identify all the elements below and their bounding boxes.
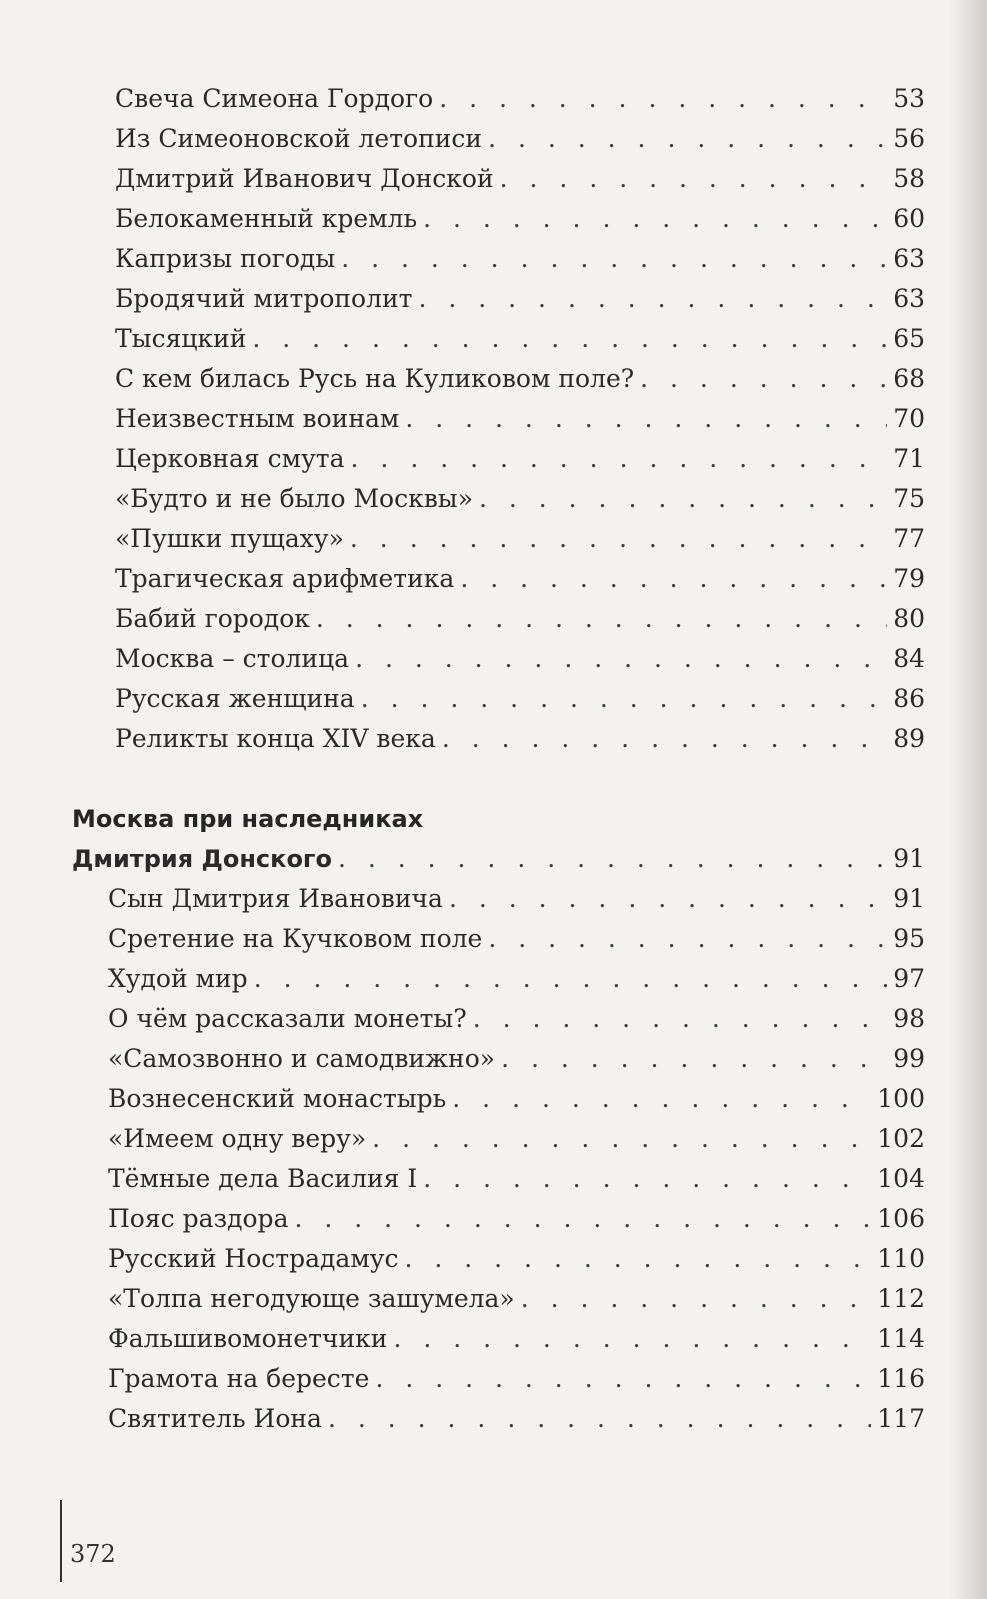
- toc-entry-title: Вознесенский монастырь: [108, 1084, 447, 1113]
- leader-dots: [418, 282, 887, 316]
- leader-dots: [501, 1042, 887, 1076]
- toc-entry[interactable]: [115, 522, 925, 556]
- toc-entry-title: Худой мир: [108, 964, 248, 993]
- toc-entry-page: 106: [877, 1204, 925, 1233]
- leader-dots: [500, 162, 888, 196]
- toc-entry-title: Белокаменный кремль: [115, 204, 418, 233]
- leader-dots: [423, 1162, 871, 1196]
- toc-entry[interactable]: [108, 1122, 925, 1156]
- toc-entry-title: Из Симеоновской летописи: [115, 124, 483, 153]
- leader-dots: [404, 1242, 871, 1276]
- toc-entry-title: Бабий городок: [115, 604, 310, 633]
- toc-entry[interactable]: [108, 962, 925, 996]
- toc-entry-title: Тысяцкий: [115, 324, 247, 353]
- toc-entry[interactable]: [108, 1242, 925, 1276]
- toc-entry[interactable]: [115, 242, 925, 276]
- toc-section-entry[interactable]: [72, 842, 925, 876]
- toc-entry-title: Сын Дмитрия Ивановича: [108, 884, 443, 913]
- leader-dots: [328, 1402, 871, 1436]
- toc-entry-page: 91: [893, 844, 925, 873]
- toc-entry-page: 68: [893, 364, 925, 393]
- toc-entry[interactable]: [108, 1202, 925, 1236]
- toc-entry-page: 84: [893, 644, 925, 673]
- toc-entry-title: Капризы погоды: [115, 244, 336, 273]
- leader-dots: [521, 1282, 872, 1316]
- toc-entry[interactable]: [108, 1282, 925, 1316]
- toc-entry-page: 117: [877, 1404, 925, 1433]
- toc-entry-title: Трагическая арифметика: [115, 564, 455, 593]
- leader-dots: [488, 922, 887, 956]
- toc-entry-title: «Толпа негодующе зашумела»: [108, 1284, 515, 1313]
- section-heading-line2: Дмитрия Донского: [72, 845, 332, 873]
- toc-entry-title: «Имеем одну веру»: [108, 1124, 367, 1153]
- toc-entry[interactable]: [108, 1322, 925, 1356]
- toc-entry[interactable]: [115, 722, 925, 756]
- toc-entry[interactable]: [115, 322, 925, 356]
- toc-entry-page: 70: [893, 404, 925, 433]
- leader-dots: [393, 1322, 871, 1356]
- leader-dots: [316, 602, 887, 636]
- toc-entry[interactable]: [115, 82, 925, 116]
- leader-dots: [355, 642, 887, 676]
- toc-entry-page: 77: [893, 524, 925, 553]
- toc-entry-page: 102: [877, 1124, 925, 1153]
- leader-dots: [479, 482, 887, 516]
- toc-entry[interactable]: [115, 122, 925, 156]
- toc-entry[interactable]: [115, 362, 925, 396]
- toc-entry-title: Дмитрий Иванович Донской: [115, 164, 494, 193]
- toc-entry-page: 75: [893, 484, 925, 513]
- toc-entry-page: 97: [893, 964, 925, 993]
- page-edge-shadow: [949, 0, 987, 1599]
- toc-entry[interactable]: [108, 1402, 925, 1436]
- toc-entry-page: 56: [893, 124, 925, 153]
- toc-entry-page: 91: [893, 884, 925, 913]
- leader-dots: [341, 242, 887, 276]
- toc-entry-title: Святитель Иона: [108, 1404, 322, 1433]
- leader-dots: [423, 202, 887, 236]
- toc-entry-title: Пояс раздора: [108, 1204, 289, 1233]
- toc-entry-title: Свеча Симеона Гордого: [115, 84, 434, 113]
- toc-entry[interactable]: [108, 1042, 925, 1076]
- toc-entry-page: 58: [893, 164, 925, 193]
- toc-entry-page: 95: [893, 924, 925, 953]
- leader-dots: [640, 362, 887, 396]
- toc-entry-title: Грамота на бересте: [108, 1364, 370, 1393]
- section-heading: Москва при наследниках: [72, 805, 424, 833]
- toc-entry-page: 71: [893, 444, 925, 473]
- toc-entry-page: 80: [893, 604, 925, 633]
- toc-entry-title: «Пушки пущаху»: [115, 524, 344, 553]
- toc-entry[interactable]: [115, 602, 925, 636]
- toc-entry-page: 63: [893, 284, 925, 313]
- toc-entry-page: 53: [893, 84, 925, 113]
- toc-entry-page: 89: [893, 724, 925, 753]
- toc-entry-page: 110: [877, 1244, 925, 1273]
- leader-dots: [375, 1362, 871, 1396]
- toc-entry-title: Бродячий митрополит: [115, 284, 413, 313]
- leader-dots: [254, 962, 888, 996]
- leader-dots: [361, 682, 887, 716]
- toc-entry-title: «Самозвонно и самодвижно»: [108, 1044, 496, 1073]
- leader-dots: [439, 82, 887, 116]
- toc-entry[interactable]: [108, 1002, 925, 1036]
- toc-entry[interactable]: [115, 562, 925, 596]
- toc-entry-title: С кем билась Русь на Куликовом поле?: [115, 364, 635, 393]
- leader-dots: [405, 402, 887, 436]
- toc-entry-page: 65: [893, 324, 925, 353]
- leader-dots: [442, 722, 887, 756]
- toc-entry-page: 79: [893, 564, 925, 593]
- leader-dots: [350, 522, 887, 556]
- leader-dots: [372, 1122, 871, 1156]
- leader-dots: [294, 1202, 871, 1236]
- toc-entry-page: 60: [893, 204, 925, 233]
- toc-entry-title: Неизвестным воинам: [115, 404, 400, 433]
- toc-entry[interactable]: [115, 162, 925, 196]
- toc-entry[interactable]: [115, 482, 925, 516]
- leader-dots: [338, 842, 887, 876]
- toc-entry-page: 104: [877, 1164, 925, 1193]
- leader-dots: [449, 882, 887, 916]
- toc-entry-title: Реликты конца XIV века: [115, 724, 436, 753]
- toc-entry-page: 99: [893, 1044, 925, 1073]
- toc-entry[interactable]: [108, 1162, 925, 1196]
- leader-dots: [473, 1002, 887, 1036]
- toc-entry[interactable]: [108, 1082, 925, 1116]
- toc-entry-page: 116: [877, 1364, 925, 1393]
- toc-entry[interactable]: [115, 682, 925, 716]
- leader-dots: [452, 1082, 871, 1116]
- toc-entry-title: Фальшивомонетчики: [108, 1324, 388, 1353]
- leader-dots: [351, 442, 888, 476]
- toc-entry-title: Сретение на Кучковом поле: [108, 924, 483, 953]
- toc-entry-title: Церковная смута: [115, 444, 345, 473]
- toc-entry[interactable]: [115, 442, 925, 476]
- toc-entry[interactable]: [115, 642, 925, 676]
- toc-entry[interactable]: [115, 402, 925, 436]
- toc-entry-page: 98: [893, 1004, 925, 1033]
- toc-entry-title: Тёмные дела Василия I: [108, 1164, 418, 1193]
- toc-entry[interactable]: [115, 282, 925, 316]
- toc-entry[interactable]: [108, 922, 925, 956]
- toc-entry[interactable]: [108, 882, 925, 916]
- toc-entry-title: «Будто и не было Москвы»: [115, 484, 473, 513]
- toc-entry[interactable]: [108, 1362, 925, 1396]
- leader-dots: [488, 122, 887, 156]
- folio-rule: [60, 1500, 62, 1582]
- toc-entry-page: 114: [877, 1324, 925, 1353]
- toc-entry[interactable]: [115, 202, 925, 236]
- toc-entry-title: Москва – столица: [115, 644, 350, 673]
- leader-dots: [460, 562, 887, 596]
- toc-entry-page: 100: [877, 1084, 925, 1113]
- toc-entry-title: О чём рассказали монеты?: [108, 1004, 467, 1033]
- toc-entry-page: 63: [893, 244, 925, 273]
- toc-entry-title: Русский Нострадамус: [108, 1244, 399, 1273]
- toc-entry-page: 112: [877, 1284, 925, 1313]
- toc-entry-page: 86: [893, 684, 925, 713]
- leader-dots: [252, 322, 887, 356]
- page-number: 372: [70, 1540, 116, 1568]
- toc-entry-title: Русская женщина: [115, 684, 355, 713]
